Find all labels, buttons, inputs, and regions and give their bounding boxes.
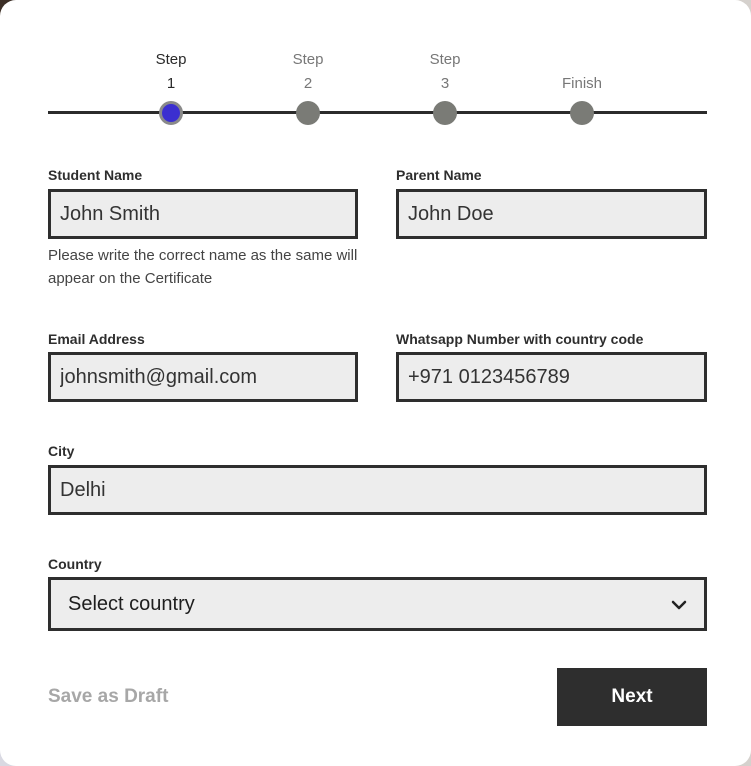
chevron-down-icon	[670, 596, 688, 614]
step-1-dot[interactable]	[159, 101, 183, 125]
whatsapp-label: Whatsapp Number with country code	[396, 331, 644, 347]
step-2-number: 2	[303, 75, 313, 92]
whatsapp-input[interactable]	[396, 352, 707, 402]
step-1-number: 1	[166, 75, 176, 92]
step-finish-spacer	[542, 48, 622, 72]
step-3-number: 3	[440, 75, 450, 92]
next-button[interactable]: Next	[557, 668, 707, 726]
student-name-input[interactable]	[48, 189, 358, 239]
student-name-hint: Please write the correct name as the same will appear on the Certificate	[48, 247, 358, 287]
step-3-label: Step	[429, 51, 461, 68]
step-finish-label: Finish	[561, 75, 602, 92]
step-2-label: Step	[292, 51, 324, 68]
city-label: City	[48, 443, 75, 459]
step-3-dot[interactable]	[433, 101, 457, 125]
country-label: Country	[48, 556, 102, 572]
email-label: Email Address	[48, 331, 145, 347]
email-input[interactable]	[48, 352, 358, 402]
parent-name-input[interactable]	[396, 189, 707, 239]
progress-stepper	[48, 40, 707, 130]
country-select-value: Select country	[68, 593, 195, 615]
step-2[interactable]	[268, 48, 348, 96]
stepper-track	[48, 111, 707, 114]
city-input[interactable]	[48, 465, 707, 515]
step-1[interactable]	[131, 48, 211, 96]
country-select[interactable]	[48, 577, 707, 631]
step-2-dot[interactable]	[296, 101, 320, 125]
student-name-label: Student Name	[48, 167, 143, 183]
step-3[interactable]	[405, 48, 485, 96]
step-1-label: Step	[155, 51, 187, 68]
step-finish-dot[interactable]	[570, 101, 594, 125]
save-draft-link[interactable]: Save as Draft	[48, 686, 169, 707]
step-finish[interactable]	[542, 48, 622, 96]
parent-name-label: Parent Name	[396, 167, 482, 183]
